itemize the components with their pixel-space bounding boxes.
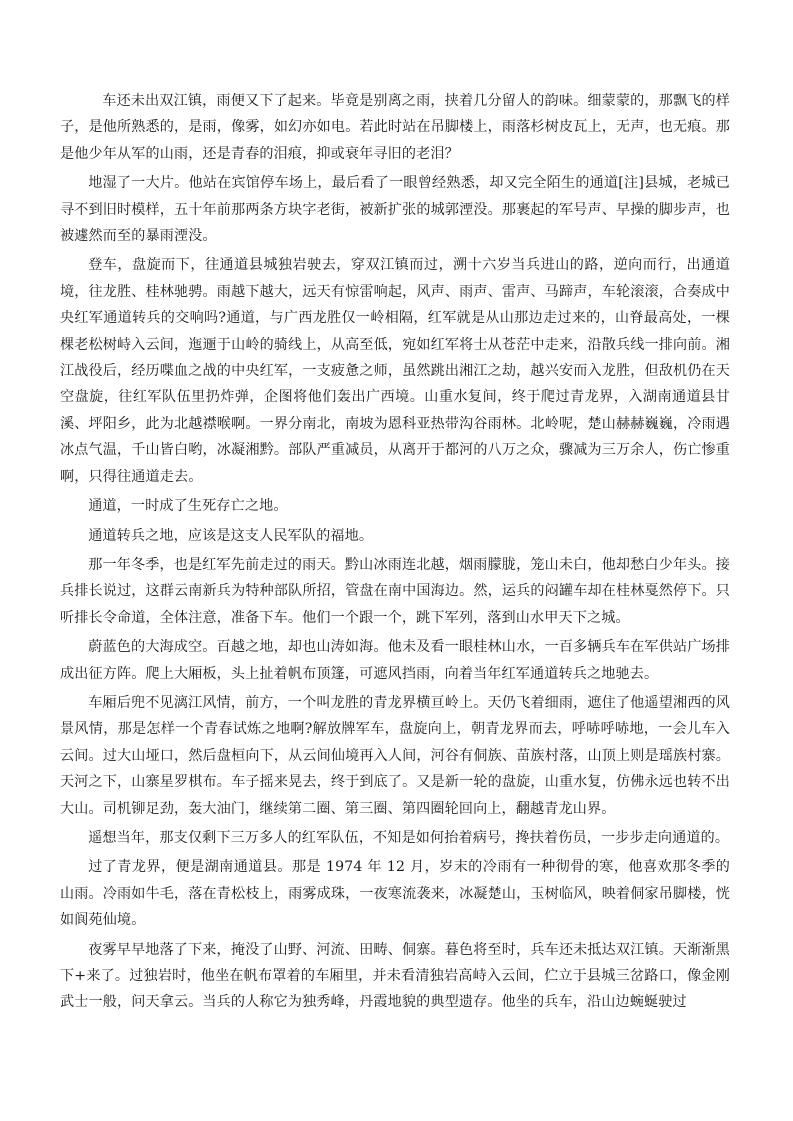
paragraph-9: 遥想当年，那支仅剩下三万多人的红军队伍，不知是如何抬着病号，搀扶着伤员，一步步走向通道的。 bbox=[88, 829, 730, 846]
paragraph-3: 登车，盘旋而下，往通道县城独岩驶去，穿双江镇而过，溯十六岁当兵进山的路，逆向而行，出通道境，往龙胜、桂林驰骋。雨越下越大，远天有惊雷响起，风声、雨声、雷声、马蹄声，车轮滚滚，合奏成中央红军通道转兵的交响吗?通道，与广西龙胜仅一岭相隔，红军就是从山那边走过来的，山脊最高处，一棵棵老松树峙入云间，迤逦于山岭的骑线上，从高至低，宛如红军将士从苍茫中走来，沿散兵线一排向前。湘江战役后，经历喋血之战的中央红军，一支疲惫之师，虽然跳出湘江之劫，越兴安而入龙胜，但敌机仍在天空盘旋，往红军队伍里扔炸弹，企图将他们轰出广西境。山重水复间，终于爬过青龙界，入湖南通道县甘溪、坪阳乡，此为北越襟喉啊。一界分南北，南坡为恩科亚热带沟谷雨林。北岭呢，楚山赫赫巍巍，冷雨遇冰点气温，千山皆白哟，冰凝湘黔。部队严重减员，从离开于都河的八万之众，骤减为三万余人，伤亡惨重啊，只得往通道走去。 bbox=[60, 257, 730, 485]
paragraph-11: 夜雾早早地落了下来，掩没了山野、河流、田畴、侗寨。暮色将至时，兵车还未抵达双江镇。天渐渐黑下+来了。过独岩时，他坐在帆布罩着的车厢里，并未看清独岩高峙入云间，伫立于县城三岔路口，像金刚武士一般，问天拿云。当兵的人称它为独秀峰，丹霞地貌的典型遗存。他坐的兵车，沿山边蜿蜒驶过 bbox=[60, 941, 730, 1011]
paragraph-10: 过了青龙界，便是湖南通道县。那是 1974 年 12 月，岁末的冷雨有一种彻骨的寒，他喜欢那冬季的山雨。冷雨如牛毛，落在青松枝上，雨雾成珠，一夜寒流袭来，冰凝楚山，玉树临风，映着侗家吊脚楼，恍如阆苑仙境。 bbox=[60, 859, 730, 929]
document-page bbox=[60, 88, 730, 1019]
paragraph-5: 通道转兵之地，应该是这支人民军队的福地。 bbox=[88, 527, 374, 544]
paragraph-6: 那一年冬季，也是红军先前走过的雨天。黔山冰雨连北越，烟雨朦胧，笼山未白，他却愁白少年头。接兵排长说过，这群云南新兵为特种部队所招，管盘在南中国海边。然，运兵的闷罐车却在桂林戛然停下。只听排长令命道，全体注意，准备下车。他们一个跟一个，跳下军列，落到山水甲天下之城。 bbox=[60, 556, 730, 626]
paragraph-1: 车还未出双江镇，雨便又下了起来。毕竟是别离之雨，挟着几分留人的韵味。细蒙蒙的，那飘飞的样子，是他所熟悉的，是雨，像雾，如幻亦如电。若此时站在吊脚楼上，雨落杉树皮瓦上，无声，也无痕。那是他少年从军的山雨，还是青春的泪痕，抑或衰年寻旧的老泪？ bbox=[60, 93, 730, 162]
paragraph-8: 车厢后兜不见漓江风情，前方，一个叫龙胜的青龙界横亘岭上。天仍飞着细雨，遮住了他遥望湘西的风景风情，那是怎样一个青春试炼之地啊?解放牌军车，盘旋向上，朝青龙界而去，呼哧呼哧地，一会儿车入云间。过大山垭口，然后盘桓向下，从云间仙境再入人间，河谷有侗族、苗族村落，山顶上则是瑶族村寨。天河之下，山寨星罗棋布。车子摇来晃去，终于到底了。又是新一轮的盘旋，山重水复，仿佛永远也转不出大山。司机铆足劲，轰大油门，继续第二圈、第三圈、第四圈轮回向上，翻越青龙山界。 bbox=[60, 694, 730, 817]
paragraph-2: 地湿了一大片。他站在宾馆停车场上，最后看了一眼曾经熟悉，却又完全陌生的通道[注]县城，老城已寻不到旧时模样，五十年前那两条方块字老街，被新扩张的城郭湮没。那裹起的军号声、早操的脚步声，也被遽然而至的暴雨湮没。 bbox=[60, 175, 730, 245]
paragraph-4: 通道，一时成了生死存亡之地。 bbox=[88, 498, 288, 515]
paragraph-7: 蔚蓝色的大海成空。百越之地，却也山涛如海。他未及看一眼桂林山水，一百多辆兵车在军供站广场排成出征方阵。爬上大厢板，头上扯着帆布顶篷，可遮风挡雨，向着当年红军通道转兵之地驰去。 bbox=[60, 639, 730, 682]
